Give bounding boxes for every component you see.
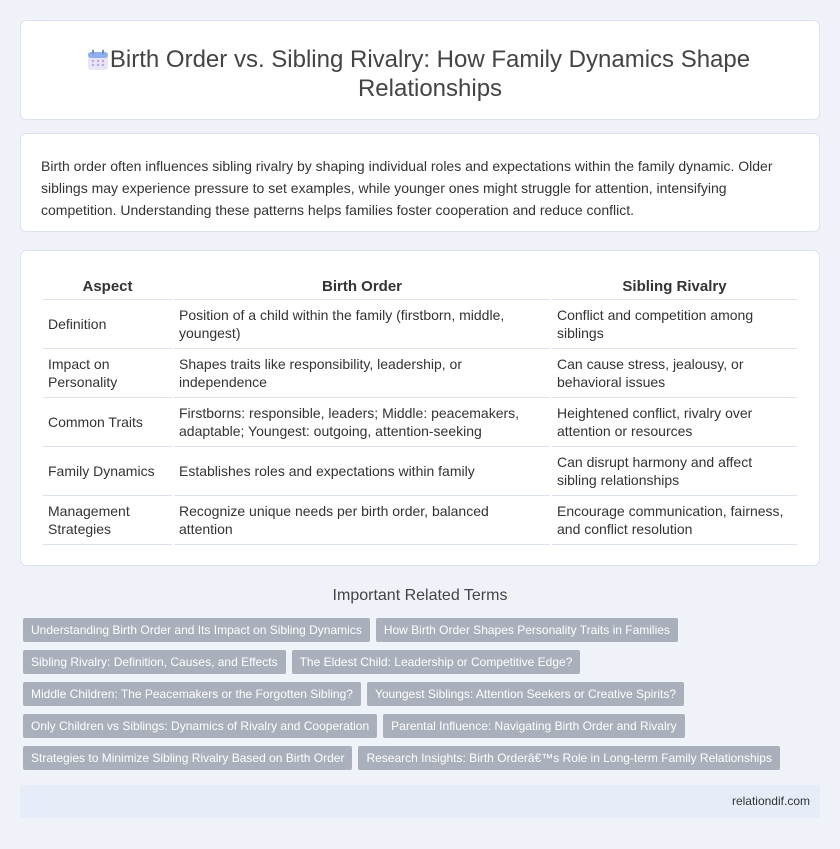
table-header-row bbox=[43, 276, 797, 299]
table-row bbox=[43, 397, 797, 446]
footer-site-link[interactable]: relationdif.com bbox=[731, 794, 810, 808]
table-cell: Common Traits bbox=[43, 397, 173, 446]
intro-paragraph: Birth order often influences sibling rivalry by shaping individual roles and expectations within the family dynamic. Older siblings may experience pressure to set examples, while younger ones might struggle for attention, intensifying competition. Understanding these patterns helps families foster cooperation and reduce conflict. bbox=[41, 158, 773, 218]
comparison-table-card bbox=[20, 250, 820, 566]
intro-card bbox=[20, 133, 820, 232]
table-cell: Impact on Personality bbox=[43, 348, 173, 397]
related-term-link[interactable]: How Birth Order Shapes Personality Traits in Families bbox=[376, 618, 678, 642]
table-cell: Encourage communication, fairness, and conflict resolution bbox=[551, 495, 797, 544]
table-cell: Family Dynamics bbox=[43, 446, 173, 495]
table-cell: Heightened conflict, rivalry over attention or resources bbox=[551, 397, 797, 446]
related-term-link[interactable]: Middle Children: The Peacemakers or the Forgotten Sibling? bbox=[23, 682, 361, 706]
related-term-link[interactable]: Youngest Siblings: Attention Seekers or Creative Spirits? bbox=[367, 682, 684, 706]
related-terms-list bbox=[23, 618, 823, 778]
table-cell: Establishes roles and expectations within family bbox=[173, 446, 551, 495]
page-title: Birth Order vs. Sibling Rivalry: How Family Dynamics Shape Relationships bbox=[109, 46, 751, 102]
table-cell: Can cause stress, jealousy, or behavioral issues bbox=[551, 348, 797, 397]
tag-row bbox=[23, 714, 823, 746]
table-cell: Recognize unique needs per birth order, balanced attention bbox=[173, 495, 551, 544]
related-term-link[interactable]: Understanding Birth Order and Its Impact on Sibling Dynamics bbox=[23, 618, 370, 642]
footer bbox=[20, 785, 820, 818]
table-row bbox=[43, 495, 797, 544]
comparison-table bbox=[43, 276, 797, 545]
table-row bbox=[43, 348, 797, 397]
related-term-link[interactable]: Parental Influence: Navigating Birth Order and Rivalry bbox=[383, 714, 684, 738]
related-term-link[interactable]: Sibling Rivalry: Definition, Causes, and Effects bbox=[23, 650, 286, 674]
header-sibling-rivalry: Sibling Rivalry bbox=[551, 276, 797, 299]
tag-row bbox=[23, 682, 823, 714]
tag-row bbox=[23, 746, 823, 778]
header-card bbox=[20, 20, 820, 120]
table-cell: Position of a child within the family (firstborn, middle, youngest) bbox=[173, 299, 551, 348]
table-cell: Management Strategies bbox=[43, 495, 173, 544]
related-term-link[interactable]: Only Children vs Siblings: Dynamics of Rivalry and Cooperation bbox=[23, 714, 377, 738]
related-terms-title: Important Related Terms bbox=[332, 587, 508, 604]
related-term-link[interactable]: The Eldest Child: Leadership or Competitive Edge? bbox=[292, 650, 581, 674]
table-row bbox=[43, 299, 797, 348]
table-cell: Definition bbox=[43, 299, 173, 348]
header-birth-order: Birth Order bbox=[173, 276, 551, 299]
table-cell: Shapes traits like responsibility, leadership, or independence bbox=[173, 348, 551, 397]
table-cell: Conflict and competition among siblings bbox=[551, 299, 797, 348]
related-term-link[interactable]: Research Insights: Birth Orderâ€™s Role in Long-term Family Relationships bbox=[358, 746, 780, 770]
table-row bbox=[43, 446, 797, 495]
table-cell: Firstborns: responsible, leaders; Middle: peacemakers, adaptable; Youngest: outgoing, attention-seeking bbox=[173, 397, 551, 446]
tag-row bbox=[23, 650, 823, 682]
header-aspect: Aspect bbox=[43, 276, 173, 299]
related-term-link[interactable]: Strategies to Minimize Sibling Rivalry Based on Birth Order bbox=[23, 746, 352, 770]
table-cell: Can disrupt harmony and affect sibling relationships bbox=[551, 446, 797, 495]
tag-row bbox=[23, 618, 823, 650]
